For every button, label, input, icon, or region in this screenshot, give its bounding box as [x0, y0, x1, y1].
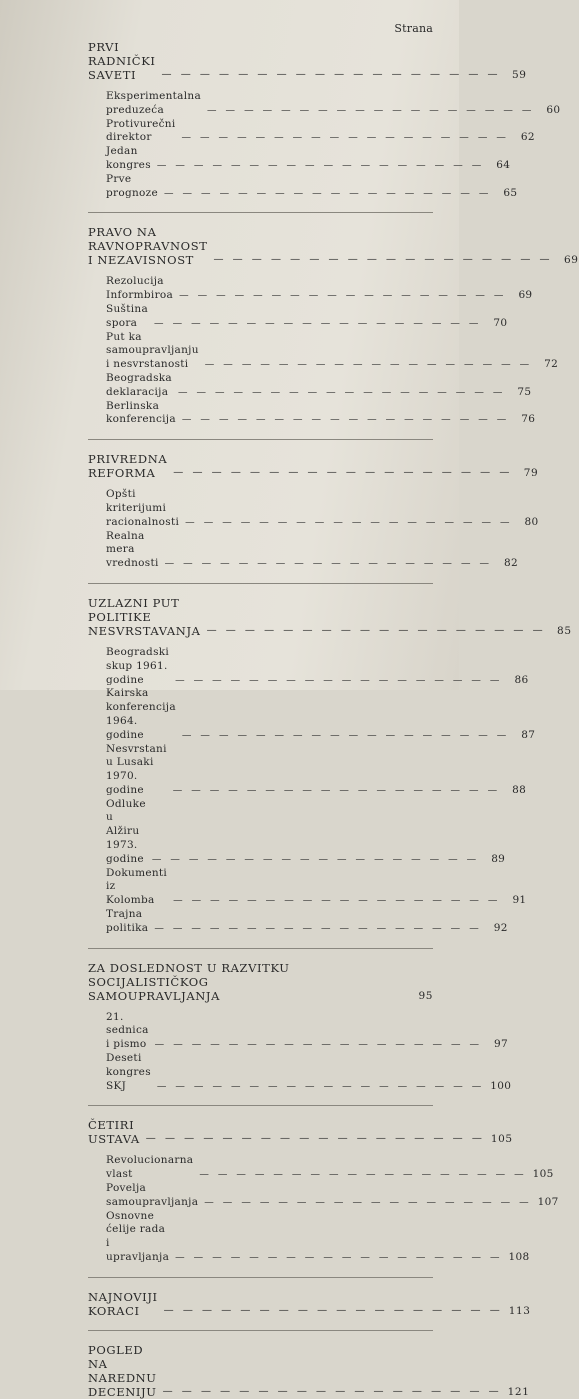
entry-page-number: 72 — [544, 358, 559, 371]
leader-dashes: — — — — — — — — — — — — — — — — — — — [163, 1304, 503, 1316]
entry-title: Deseti kongres SKJ — [106, 1052, 151, 1092]
toc-section — [0, 40, 561, 200]
entry-title: Opšti kriterijumi racionalnosti — [106, 488, 180, 528]
leader-dashes: — — — — — — — — — — — — — — — — — — — [172, 784, 501, 796]
section-heading — [88, 452, 539, 481]
section-title: ČETIRI USTAVA — [88, 1118, 140, 1147]
entry-page-number: 86 — [514, 673, 529, 686]
toc-section — [0, 225, 579, 427]
entry-title: Trajna politika — [106, 908, 149, 934]
leader-dashes: — — — — — — — — — — — — — — — — — — — [164, 187, 492, 199]
section-page-number: 95 — [418, 989, 433, 1002]
entry-page-number: 70 — [493, 316, 508, 329]
section-heading — [88, 1118, 513, 1147]
toc-section — [0, 452, 539, 571]
section-title: PRAVO NA RAVNOPRAVNOST I NEZAVISNOST — [88, 225, 208, 268]
entry-page-number: 65 — [503, 186, 518, 199]
entry-title: Odluke u Alžiru 1973. godine — [106, 797, 146, 865]
toc-entry — [106, 866, 527, 908]
toc-entry — [106, 371, 532, 400]
leader-dashes: — — — — — — — — — — — — — — — — — — — [204, 359, 533, 371]
section-title: NAJNOVIJI KORACI — [88, 1289, 158, 1318]
toc-section — [0, 595, 572, 936]
leader-dashes: — — — — — — — — — — — — — — — — — — — [154, 317, 482, 329]
leader-dashes: — — — — — — — — — — — — — — — — — — — [175, 674, 503, 686]
section-heading — [88, 595, 572, 638]
leader-dashes: — — — — — — — — — — — — — — — — — — — [173, 467, 513, 479]
entry-page-number: 64 — [496, 158, 511, 171]
entry-page-number: 75 — [517, 385, 532, 398]
entry-title: Kairska konferencija 1964. godine — [106, 687, 176, 741]
section-items — [106, 90, 561, 200]
section-page-number: 121 — [507, 1385, 530, 1398]
toc-section — [0, 1342, 530, 1399]
entry-page-number: 89 — [491, 852, 506, 865]
entry-page-number: 87 — [521, 728, 536, 741]
entry-title: Protivurečni direktor — [106, 117, 176, 144]
section-page-number: 59 — [512, 69, 527, 81]
section-title: ZA DOSLEDNOST U RAZVITKU SOCIJALISTIČKOG SAMOUPRAVLJANJA — [88, 960, 290, 1003]
toc-entry — [106, 488, 539, 529]
toc-entry — [106, 1209, 530, 1265]
entry-title: Dokumenti iz Kolomba — [106, 866, 168, 907]
entry-page-number: 107 — [537, 1195, 559, 1208]
entry-page-number: 97 — [494, 1038, 509, 1051]
entry-page-number: 108 — [508, 1251, 530, 1264]
toc-entry — [106, 1052, 512, 1093]
toc-entry — [106, 302, 508, 331]
table-of-contents — [0, 40, 579, 1399]
entry-title: Revolucionarna vlast — [106, 1154, 194, 1181]
leader-dashes: — — — — — — — — — — — — — — — — — — — [154, 922, 482, 934]
entry-title: Put ka samoupravljanju i nesvrstanosti — [106, 330, 199, 371]
leader-dashes: — — — — — — — — — — — — — — — — — — — [173, 895, 501, 907]
entry-page-number: 91 — [512, 894, 527, 907]
leader-dashes: — — — — — — — — — — — — — — — — — — — [154, 1039, 483, 1051]
section-items — [106, 488, 539, 571]
section-title: PRVI RADNIČKI SAVETI — [88, 40, 156, 82]
section-items — [106, 275, 559, 427]
leader-dashes: — — — — — — — — — — — — — — — — — — — [185, 516, 513, 528]
entry-page-number: 76 — [521, 413, 536, 426]
leader-dashes: — — — — — — — — — — — — — — — — — — — [151, 853, 480, 865]
leader-dashes: — — — — — — — — — — — — — — — — — — — [156, 1080, 485, 1092]
leader-dashes: — — — — — — — — — — — — — — — — — — — [181, 132, 509, 144]
entry-title: Jedan kongres — [106, 145, 151, 171]
entry-page-number: 105 — [532, 1168, 554, 1181]
section-heading — [88, 961, 433, 1003]
toc-entry — [106, 1154, 554, 1182]
leader-dashes: — — — — — — — — — — — — — — — — — — — [181, 414, 510, 426]
toc-entry — [106, 908, 508, 936]
section-title: UZLAZNI PUT POLITIKE NESVRSTAVANJA — [88, 595, 201, 638]
toc-entry — [106, 645, 529, 687]
section-divider — [88, 212, 433, 213]
section-page-number: 69 — [563, 254, 579, 267]
toc-entry — [106, 797, 506, 867]
entry-page-number: 69 — [518, 289, 533, 302]
leader-dashes: — — — — — — — — — — — — — — — — — — — [162, 1385, 502, 1397]
entry-title: 21. sednica i pismo — [106, 1010, 149, 1051]
toc-entry — [106, 117, 535, 146]
leader-dashes: — — — — — — — — — — — — — — — — — — — [145, 1133, 485, 1145]
entry-title: Beogradski skup 1961. godine — [106, 645, 170, 686]
entry-title: Povelja samoupravljanja — [106, 1182, 199, 1208]
toc-entry — [106, 1010, 509, 1052]
leader-dashes: — — — — — — — — — — — — — — — — — — — [181, 729, 510, 741]
section-divider — [88, 439, 433, 440]
toc-section — [0, 1289, 531, 1318]
entry-page-number: 60 — [546, 103, 561, 116]
section-page-number: 113 — [508, 1304, 531, 1317]
section-heading — [88, 1289, 531, 1318]
toc-entry — [106, 275, 533, 303]
entry-title: Suština spora — [106, 302, 149, 329]
section-items — [106, 645, 536, 936]
section-title: POGLED NA NAREDNU DECENIJU — [88, 1342, 157, 1399]
section-heading — [88, 225, 579, 268]
section-divider — [88, 1277, 433, 1278]
toc-section — [0, 960, 512, 1094]
entry-page-number: 100 — [490, 1079, 512, 1092]
section-divider — [88, 948, 433, 949]
entry-page-number: 82 — [504, 557, 518, 570]
leader-dashes: — — — — — — — — — — — — — — — — — — — [179, 290, 507, 302]
toc-section — [0, 1118, 559, 1264]
leader-dashes: — — — — — — — — — — — — — — — — — — — [164, 558, 492, 570]
entry-page-number: 88 — [512, 783, 527, 796]
entry-title: Rezolucija Informbiroa — [106, 275, 174, 302]
leader-dashes: — — — — — — — — — — — — — — — — — — — [161, 69, 501, 80]
toc-entry — [106, 172, 518, 201]
page-column-header: Strana — [394, 22, 433, 35]
toc-entry — [106, 687, 536, 742]
section-heading — [88, 40, 527, 82]
entry-title: Nesvrstani u Lusaki 1970. godine — [106, 742, 167, 796]
leader-dashes: — — — — — — — — — — — — — — — — — — — [178, 386, 506, 398]
leader-dashes: — — — — — — — — — — — — — — — — — — — [156, 159, 485, 171]
section-items — [106, 1154, 559, 1264]
entry-title: Berlinska konferencija — [106, 399, 176, 426]
leader-dashes: — — — — — — — — — — — — — — — — — — — [199, 1169, 527, 1181]
toc-entry — [106, 529, 518, 571]
section-page-number: 79 — [523, 467, 539, 480]
toc-entry — [106, 90, 561, 118]
leader-dashes: — — — — — — — — — — — — — — — — — — — [204, 1196, 532, 1208]
section-page-number: 85 — [557, 624, 572, 637]
section-items — [106, 1010, 512, 1094]
toc-entry — [106, 399, 536, 428]
leader-dashes: — — — — — — — — — — — — — — — — — — — [207, 104, 535, 116]
entry-title: Osnovne ćelije rada i upravljanja — [106, 1209, 170, 1264]
leader-dashes: — — — — — — — — — — — — — — — — — — — [206, 624, 546, 636]
section-page-number: 105 — [490, 1133, 513, 1146]
leader-dashes: — — — — — — — — — — — — — — — — — — — [213, 254, 553, 266]
entry-page-number: 62 — [520, 131, 535, 144]
toc-entry — [106, 145, 511, 173]
section-divider — [88, 583, 433, 584]
leader-dashes: — — — — — — — — — — — — — — — — — — — [175, 1252, 503, 1264]
entry-title: Beogradska deklaracija — [106, 371, 172, 398]
toc-entry — [106, 1182, 559, 1210]
section-divider — [88, 1105, 433, 1106]
toc-entry — [106, 330, 559, 372]
section-divider — [88, 1330, 433, 1331]
section-heading — [88, 1342, 530, 1399]
entry-title: Realna mera vrednosti — [106, 529, 159, 570]
section-title: PRIVREDNA REFORMA — [88, 452, 168, 481]
entry-page-number: 92 — [493, 921, 508, 934]
toc-entry — [106, 742, 527, 798]
entry-page-number: 80 — [524, 515, 539, 528]
entry-title: Eksperimentalna preduzeća — [106, 90, 202, 116]
entry-title: Prve prognoze — [106, 172, 159, 199]
